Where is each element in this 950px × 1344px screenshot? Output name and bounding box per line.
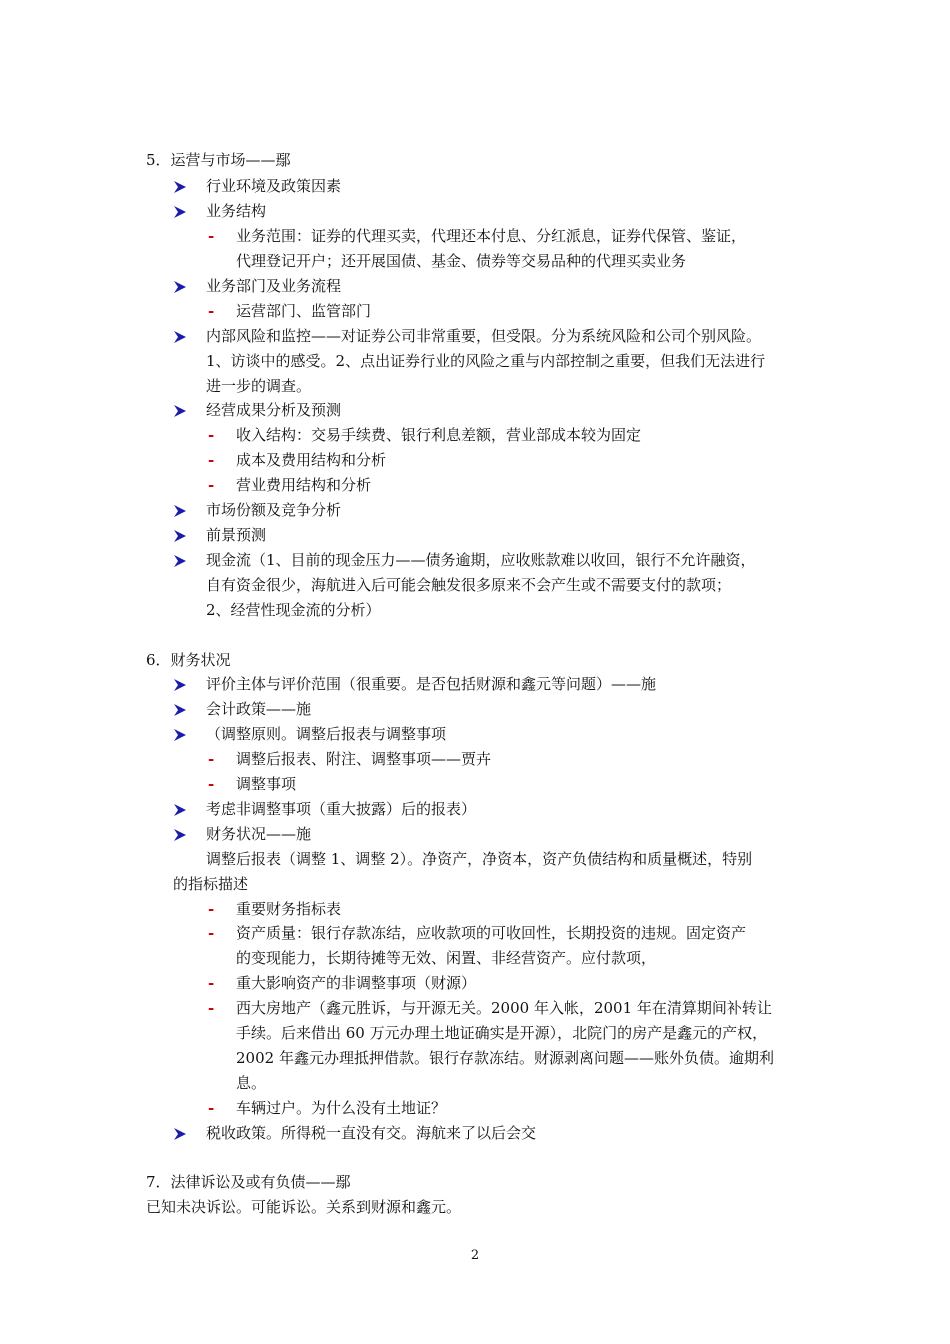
bullet-cash-flow-line3: 2、经营性现金流的分析）	[206, 601, 381, 619]
sub-adjustment-items: 调整事项	[236, 775, 297, 793]
section-6-heading: 6．财务状况	[146, 651, 231, 669]
bullet-internal-risk-line2: 1、访谈中的感受。2、点出证券行业的风险之重与内部控制之重要，但我们无法进行	[206, 352, 766, 370]
bullet-business-structure: 业务结构	[206, 202, 267, 220]
sub-xida-line3: 2002 年鑫元办理抵押借款。银行存款冻结。财源剥离问题——账外负债。逾期利	[236, 1049, 774, 1067]
bullet-market-share: 市场份额及竞争分析	[206, 501, 342, 519]
arrow-bullet-icon	[173, 728, 187, 742]
dash-bullet-icon: -	[208, 775, 215, 793]
bullet-internal-risk-line1: 内部风险和监控——对证券公司非常重要，但受限。分为系统风险和公司个别风险。	[206, 327, 762, 345]
sub-xida-line2: 手续。后来借出 60 万元办理土地证确实是开源），北院门的房产是鑫元的产权，	[236, 1024, 768, 1042]
sub-xida-line4: 息。	[236, 1074, 267, 1092]
sub-vehicle-transfer: 车辆过户。为什么没有土地证？	[236, 1099, 447, 1117]
arrow-bullet-icon	[173, 703, 187, 717]
arrow-bullet-icon	[173, 205, 187, 219]
arrow-bullet-icon	[173, 554, 187, 568]
arrow-bullet-icon	[173, 180, 187, 194]
sub-adjusted-report: 调整后报表、附注、调整事项——贾卉	[236, 750, 492, 768]
dash-bullet-icon: -	[208, 227, 215, 245]
section-7-body: 已知未决诉讼。可能诉讼。关系到财源和鑫元。	[146, 1198, 462, 1216]
bullet-adjustment-principle: （调整原则。调整后报表与调整事项	[206, 725, 447, 743]
bullet-cash-flow-line1: 现金流（1、目前的现金压力——债务逾期，应收账款难以收回，银行不允许融资，	[206, 551, 756, 569]
bullet-operating-results: 经营成果分析及预测	[206, 401, 342, 419]
dash-bullet-icon: -	[208, 924, 215, 942]
sub-operating-expense: 营业费用结构和分析	[236, 476, 372, 494]
bullet-outlook: 前景预测	[206, 526, 267, 544]
arrow-bullet-icon	[173, 529, 187, 543]
sub-xida-line1: 西大房地产（鑫元胜诉，与开源无关。2000 年入帐，2001 年在清算期间补转让	[236, 999, 772, 1017]
paragraph-financial-line2: 的指标描述	[173, 875, 249, 893]
sub-asset-quality-line1: 资产质量：银行存款冻结，应收款项的可收回性，长期投资的违规。固定资产	[236, 924, 747, 942]
sub-key-indicators: 重要财务指标表	[236, 900, 342, 918]
arrow-bullet-icon	[173, 280, 187, 294]
sub-business-scope-line1: 业务范围：证券的代理买卖，代理还本付息、分红派息，证券代保管、鉴证，	[236, 227, 747, 245]
bullet-evaluation-scope: 评价主体与评价范围（很重要。是否包括财源和鑫元等问题）——施	[206, 675, 657, 693]
arrow-bullet-icon	[173, 404, 187, 418]
bullet-financial-condition: 财务状况——施	[206, 825, 312, 843]
dash-bullet-icon: -	[208, 999, 215, 1017]
paragraph-financial-line1: 调整后报表（调整 1、调整 2）。净资产，净资本，资产负债结构和质量概述，特别	[206, 850, 753, 868]
sub-asset-quality-line2: 的变现能力，长期待摊等无效、闲置、非经营资产。应付款项，	[236, 949, 657, 967]
bullet-tax-policy: 税收政策。所得税一直没有交。海航来了以后会交	[206, 1124, 537, 1142]
sub-income-structure: 收入结构：交易手续费、银行利息差额，营业部成本较为固定	[236, 426, 642, 444]
bullet-non-adjustment: 考虑非调整事项（重大披露）后的报表）	[206, 800, 477, 818]
bullet-departments: 业务部门及业务流程	[206, 277, 342, 295]
sub-major-impact: 重大影响资产的非调整事项（财源）	[236, 974, 477, 992]
bullet-cash-flow-line2: 自有资金很少，海航进入后可能会触发很多原来不会产生或不需要支付的款项；	[206, 576, 732, 594]
bullet-industry-environment: 行业环境及政策因素	[206, 177, 342, 195]
arrow-bullet-icon	[173, 504, 187, 518]
arrow-bullet-icon	[173, 1127, 187, 1141]
section-5-heading: 5．运营与市场——鄢	[146, 151, 291, 169]
dash-bullet-icon: -	[208, 302, 215, 320]
dash-bullet-icon: -	[208, 900, 215, 918]
dash-bullet-icon: -	[208, 476, 215, 494]
section-7-heading: 7．法律诉讼及或有负债——鄢	[146, 1173, 351, 1191]
bullet-internal-risk-line3: 进一步的调查。	[206, 377, 312, 395]
arrow-bullet-icon	[173, 803, 187, 817]
dash-bullet-icon: -	[208, 426, 215, 444]
arrow-bullet-icon	[173, 828, 187, 842]
sub-cost-structure: 成本及费用结构和分析	[236, 451, 387, 469]
dash-bullet-icon: -	[208, 974, 215, 992]
bullet-accounting-policy: 会计政策——施	[206, 700, 312, 718]
sub-departments: 运营部门、监管部门	[236, 302, 372, 320]
arrow-bullet-icon	[173, 678, 187, 692]
dash-bullet-icon: -	[208, 750, 215, 768]
page-number: 2	[470, 1248, 480, 1263]
sub-business-scope-line2: 代理登记开户；还开展国债、基金、债券等交易品种的代理买卖业务	[236, 252, 687, 270]
dash-bullet-icon: -	[208, 1099, 215, 1117]
dash-bullet-icon: -	[208, 451, 215, 469]
arrow-bullet-icon	[173, 330, 187, 344]
